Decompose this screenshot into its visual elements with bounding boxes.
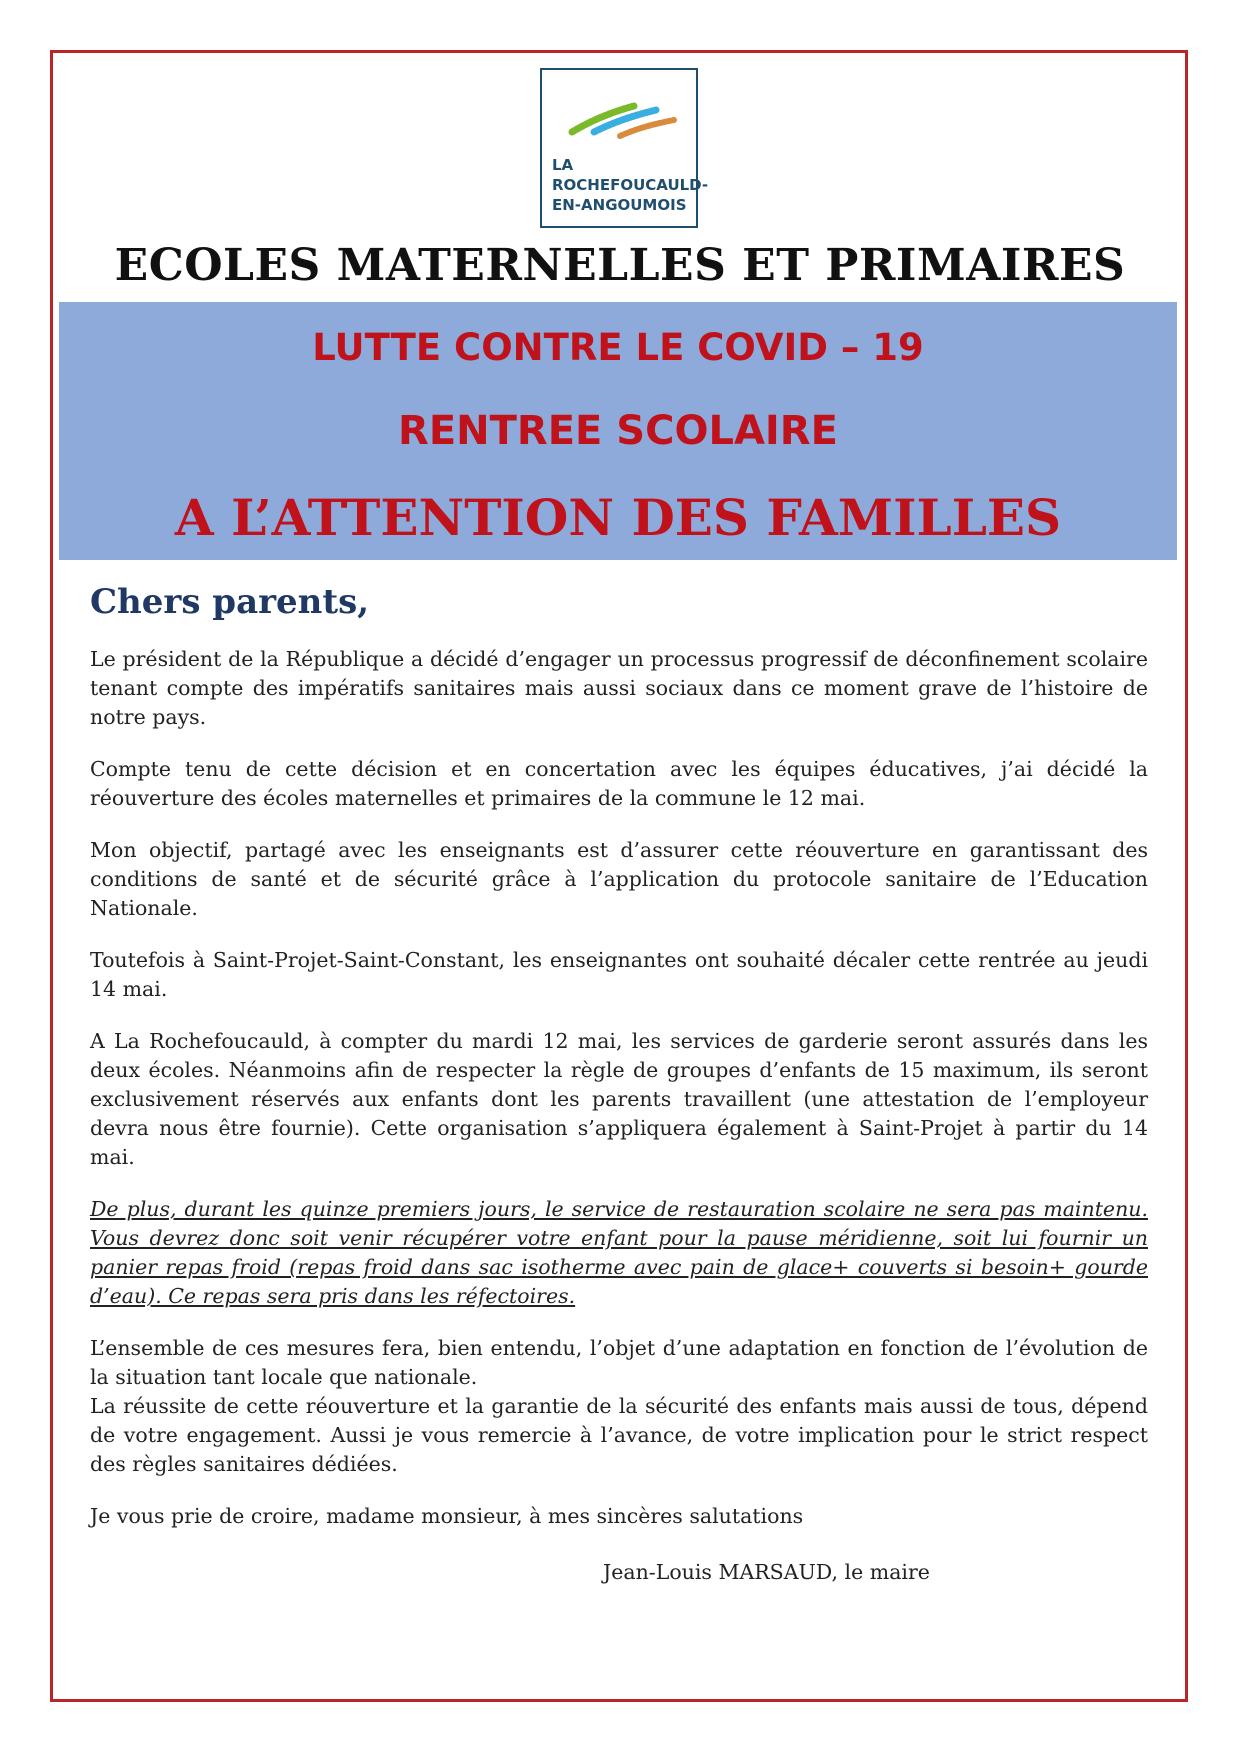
paragraph: Le président de la République a décidé d’engager un processus progressif de déconfinement scolaire tenant compte des impératifs sanitaires mais aussi sociaux dans ce moment grave de l’histoire de notre pays. [90, 647, 1148, 729]
letter-body [90, 645, 1148, 1554]
announcement-banner [59, 302, 1177, 560]
banner-covid-heading: LUTTE CONTRE LE COVID – 19 [312, 326, 924, 369]
paragraph-canteen-notice: De plus, durant les quinze premiers jours, le service de restauration scolaire ne sera pas maintenu. Vous devrez donc soit venir récupérer votre enfant pour la pause méridienne, soit lui fournir un panier repas froid (repas froid dans sac isotherme avec pain de glace+ couverts si besoin+ gourde d’eau). Ce repas sera pris dans les réfectoires. [90, 1197, 1148, 1308]
letter-greeting: Chers parents, [90, 582, 370, 622]
paragraph: Mon objectif, partagé avec les enseignants est d’assurer cette réouverture en garantissant des conditions de santé et de sécurité grâce à l’application du protocole sanitaire de l’Education Nationale. [90, 838, 1148, 920]
paragraph: A La Rochefoucauld, à compter du mardi 12 mai, les services de garderie seront assurés dans les deux écoles. Néanmoins afin de respecter la règle de groupes d’enfants de 15 maximum, ils seront exclusivement réservés aux enfants dont les parents travaillent (une attestation de l’employeur devra nous être fournie). Cette organisation s’appliquera également à Saint-Projet à partir du 14 mai. [90, 1029, 1148, 1169]
banner-rentree-heading: RENTREE SCOLAIRE [398, 408, 838, 454]
page-title: ECOLES MATERNELLES ET PRIMAIRES [114, 240, 1126, 291]
closing-paragraph: Je vous prie de croire, madame monsieur, à mes sincères salutations [90, 1504, 804, 1528]
paragraph: Compte tenu de cette décision et en concertation avec les équipes éducatives, j’ai décidé la réouverture des écoles maternelles et primaires de la commune le 12 mai. [90, 757, 1148, 810]
swoosh-logo-icon [562, 84, 682, 154]
paragraph: L’ensemble de ces mesures fera, bien entendu, l’objet d’une adaptation en fonction de l’évolution de la situation tant locale que nationale. [90, 1336, 1148, 1389]
logo-text: LA ROCHEFOUCAULD- EN-ANGOUMOIS [552, 156, 709, 214]
paragraph: Toutefois à Saint-Projet-Saint-Constant, les enseignantes ont souhaité décaler cette rentrée au jeudi 14 mai. [90, 948, 1148, 1001]
town-logo [540, 68, 709, 228]
banner-families-heading: A L’ATTENTION DES FAMILLES [174, 488, 1062, 547]
signature: Jean-Louis MARSAUD, le maire [603, 1560, 930, 1584]
paragraph: La réussite de cette réouverture et la garantie de la sécurité des enfants mais aussi de tous, dépend de votre engagement. Aussi je vous remercie à l’avance, de votre implication pour le strict respect des règles sanitaires dédiées. [90, 1394, 1148, 1476]
